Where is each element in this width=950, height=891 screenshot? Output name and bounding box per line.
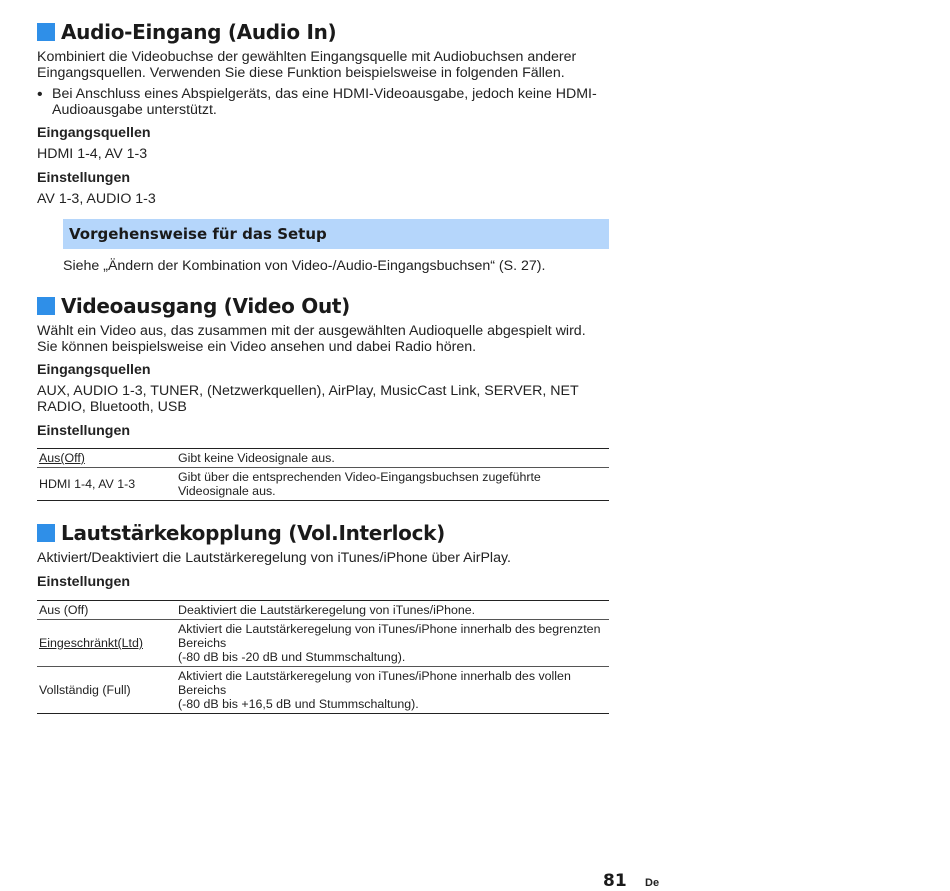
vol-interlock-description: Aktiviert/Deaktiviert die Lautstärkeregelung von iTunes/iPhone über AirPlay. [37, 550, 511, 566]
table-cell-key: Eingeschränkt(Ltd) [37, 620, 176, 667]
section-title-text: Audio-Eingang (Audio In) [61, 20, 337, 44]
bullet-text: Bei Anschluss eines Abspielgeräts, das eine HDMI-Videoausgabe, jedoch keine HDMI-Audioausgabe unterstützt. [52, 86, 597, 118]
video-out-sources: AUX, AUDIO 1-3, TUNER, (Netzwerkquellen), AirPlay, MusicCast Link, SERVER, NET RADIO, Bluetooth, USB [37, 383, 579, 415]
table-row [37, 601, 609, 620]
section-video-out-title [37, 294, 609, 318]
language-code: De [645, 877, 660, 889]
table-cell-value: Deaktiviert die Lautstärkeregelung von iTunes/iPhone. [176, 601, 609, 620]
section-title-text: Videoausgang (Video Out) [61, 294, 351, 318]
page-content [37, 20, 609, 714]
table-cell-range: (-80 dB bis -20 dB und Stummschaltung). [178, 650, 406, 664]
table-cell-text: Aktiviert die Lautstärkeregelung von iTunes/iPhone innerhalb des begrenzten Bereichs [178, 622, 601, 650]
video-out-sources-label: Eingangsquellen [37, 362, 151, 378]
bullet-dot-icon: • [37, 86, 43, 103]
video-out-settings-table [37, 448, 609, 501]
setup-heading: Vorgehensweise für das Setup [69, 225, 327, 243]
table-cell-text: Aktiviert die Lautstärkeregelung von iTunes/iPhone innerhalb des vollen Bereichs [178, 669, 571, 697]
table-cell-value [176, 620, 609, 667]
table-cell-value: Gibt keine Videosignale aus. [176, 449, 609, 468]
setup-text: Siehe „Ändern der Kombination von Video-/Audio-Eingangsbuchsen“ (S. 27). [63, 258, 546, 274]
audio-in-sources: HDMI 1-4, AV 1-3 [37, 146, 148, 162]
blue-square-icon [37, 524, 55, 542]
table-cell-value: Gibt über die entsprechenden Video-Eingangsbuchsen zugeführte Videosignale aus. [176, 468, 609, 501]
section-vol-interlock-title [37, 521, 609, 545]
section-audio-in-title [37, 20, 609, 44]
vol-interlock-settings-table [37, 600, 609, 714]
table-cell-key: Aus (Off) [37, 601, 176, 620]
table-cell-key: Vollständig (Full) [37, 667, 176, 714]
audio-in-bullet [37, 86, 609, 118]
section-title-text: Lautstärkekopplung (Vol.Interlock) [61, 521, 446, 545]
video-out-settings-label: Einstellungen [37, 423, 131, 439]
table-row [37, 468, 609, 501]
table-cell-key: Aus(Off) [37, 449, 176, 468]
audio-in-description: Kombiniert die Videobuchse der gewählten Eingangsquelle mit Audiobuchsen anderer Eingangsquellen. Verwenden Sie diese Funktion beispielsweise in folgenden Fällen. [37, 49, 577, 81]
audio-in-settings: AV 1-3, AUDIO 1-3 [37, 191, 156, 207]
setup-heading-bar [63, 219, 609, 249]
table-row [37, 449, 609, 468]
blue-square-icon [37, 23, 55, 41]
table-cell-range: (-80 dB bis +16,5 dB und Stummschaltung). [178, 697, 419, 711]
video-out-description: Wählt ein Video aus, das zusammen mit der ausgewählten Audioquelle abgespielt wird. Sie können beispielsweise ein Video ansehen und dabei Radio hören. [37, 323, 586, 355]
vol-interlock-settings-label: Einstellungen [37, 574, 131, 590]
table-cell-value [176, 667, 609, 714]
blue-square-icon [37, 297, 55, 315]
audio-in-sources-label: Eingangsquellen [37, 125, 151, 141]
audio-in-settings-label: Einstellungen [37, 170, 131, 186]
table-cell-key: HDMI 1-4, AV 1-3 [37, 468, 176, 501]
page-number: 81 [603, 871, 627, 891]
table-row [37, 620, 609, 667]
table-row [37, 667, 609, 714]
